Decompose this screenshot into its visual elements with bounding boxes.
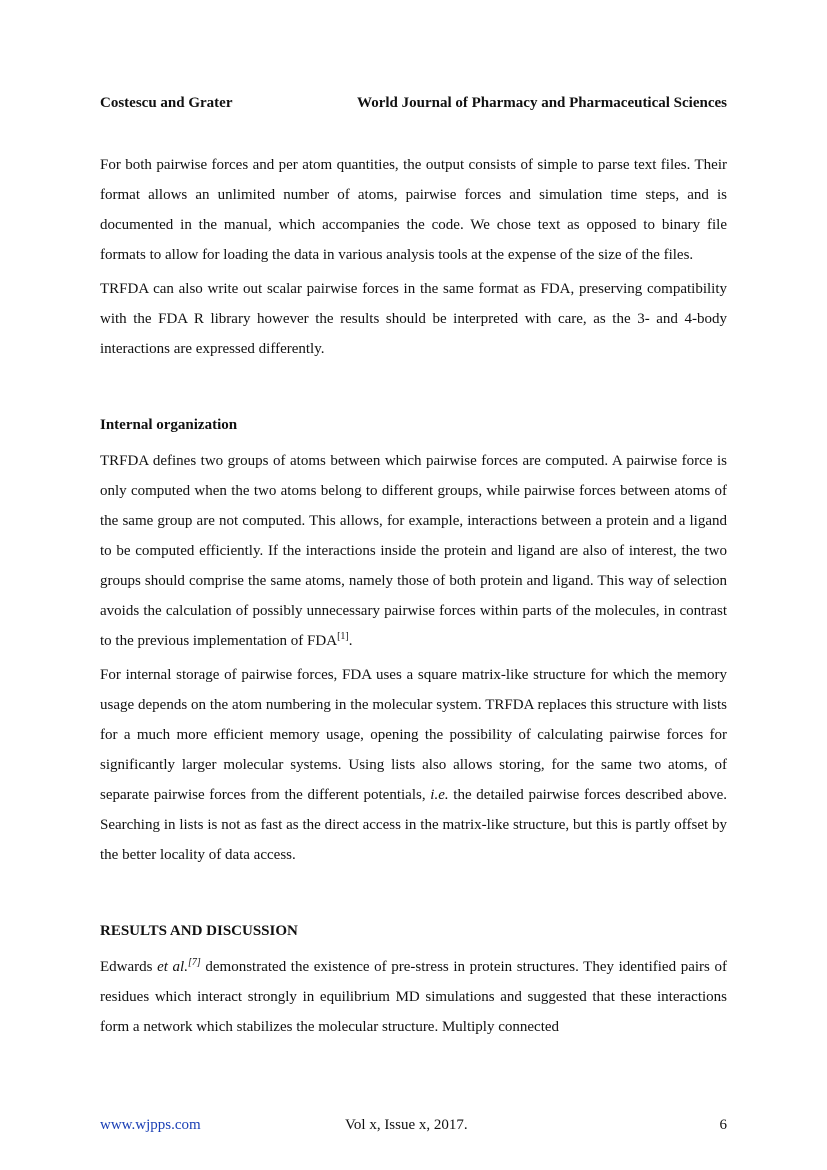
paragraph-atom-groups-end: . [348, 633, 353, 649]
paragraph-storage-text-b: the detailed pairwise forces described above. Searching in lists is not as fast as the direct access in the matrix-like structure, but this is partly offset by the better locality of data access. [100, 787, 727, 863]
paragraph-edwards-text-a: Edwards [100, 959, 158, 975]
et-al-abbreviation: et al. [157, 959, 188, 975]
footer-website-link[interactable]: www.wjpps.com [100, 1117, 201, 1133]
article-body [100, 150, 727, 1046]
paragraph-edwards [100, 952, 727, 1042]
paragraph-atom-groups-text: TRFDA defines two groups of atoms between which pairwise forces are computed. A pairwise force is only computed when the two atoms belong to different groups, while pairwise forces between atoms of the same group are not computed. This allows, for example, interactions between a protein and a ligand to be computed efficiently. If the interactions inside the protein and ligand are also of interest, the two groups should comprise the same atoms, namely those of both protein and ligand. This way of selection avoids the calculation of possibly unnecessary pairwise forces within parts of the molecules, in contrast to the previous implementation of FDA [100, 453, 727, 649]
section-heading-results: RESULTS AND DISCUSSION [100, 923, 298, 939]
header-journal-title: World Journal of Pharmacy and Pharmaceutical Sciences [357, 95, 727, 111]
citation-ref-7[interactable] [188, 957, 201, 968]
paragraph-storage-text-a: For internal storage of pairwise forces, FDA uses a square matrix-like structure for which the memory usage depends on the atom numbering in the molecular system. TRFDA replaces this structure with lists for a much more efficient memory usage, opening the possibility of calculating pairwise forces for significantly larger molecular systems. Using lists also allows storing, for the same two atoms, of separate pairwise forces from the different potentials, [100, 667, 727, 803]
citation-ref-1[interactable]: [1] [337, 631, 349, 642]
ie-abbreviation: i.e. [430, 787, 449, 803]
paragraph-output-format: For both pairwise forces and per atom quantities, the output consists of simple to parse text files. Their format allows an unlimited number of atoms, pairwise forces and simulation time steps, and is documented in the manual, which accompanies the code. We chose text as opposed to binary file formats to allow for loading the data in various analysis tools at the expense of the size of the files. [100, 157, 727, 263]
footer-volume-issue: Vol x, Issue x, 2017. [345, 1117, 468, 1133]
paragraph-atom-groups [100, 446, 727, 656]
paragraph-edwards-text-b: demonstrated the existence of pre-stress in protein structures. They identified pairs of residues which interact strongly in equilibrium MD simulations and suggested that these interactions form a network which stabilizes the molecular structure. Multiply connected [100, 959, 727, 1035]
paragraph-internal-storage [100, 660, 727, 870]
section-heading-internal-organization: Internal organization [100, 417, 238, 433]
header-authors: Costescu and Grater [100, 95, 233, 111]
citation-ref-7-text: [7] [187, 957, 201, 968]
page-header [100, 95, 727, 117]
footer-page-number: 6 [719, 1117, 727, 1133]
paragraph-scalar-forces: TRFDA can also write out scalar pairwise forces in the same format as FDA, preserving compatibility with the FDA R library however the results should be interpreted with care, as the 3- and 4-body interactions are expressed differently. [100, 281, 727, 357]
page-footer [100, 1117, 727, 1139]
